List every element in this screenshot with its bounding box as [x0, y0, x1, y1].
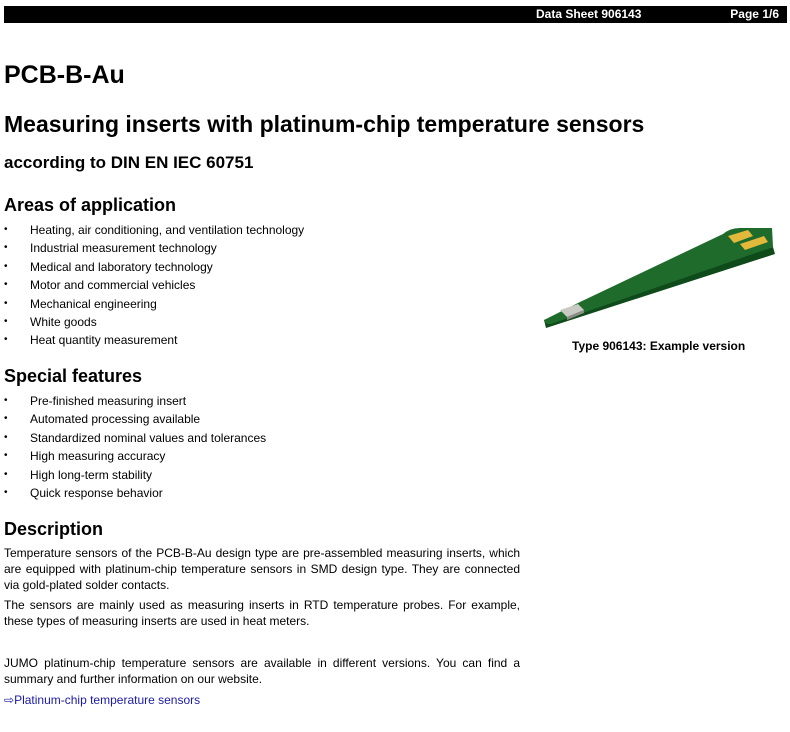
arrow-right-icon: ⇨	[4, 693, 15, 707]
list-item: • Heating, air conditioning, and ventilation technology	[4, 221, 304, 239]
features-list	[4, 392, 266, 502]
figure-caption: Type 906143: Example version	[572, 339, 746, 353]
application-list	[4, 221, 304, 350]
features-heading: Special features	[4, 366, 143, 386]
datasheet-number: Data Sheet 906143	[536, 7, 642, 21]
description-heading: Description	[4, 519, 104, 539]
list-item: • Heat quantity measurement	[4, 331, 304, 349]
standard-reference: according to DIN EN IEC 60751	[4, 153, 254, 172]
list-item: • Quick response behavior	[4, 484, 266, 502]
list-item: • Medical and laboratory technology	[4, 258, 304, 276]
list-item: • Industrial measurement technology	[4, 239, 304, 257]
application-heading: Areas of application	[4, 195, 177, 215]
platinum-chip-link[interactable]	[4, 693, 200, 707]
description-paragraph: The sensors are mainly used as measuring inserts in RTD temperature probes. For example, these types of measuring inserts are used in heat meters.	[4, 598, 520, 628]
description-paragraph: JUMO platinum-chip temperature sensors are available in different versions. You can find a summary and further information on our website.	[4, 656, 520, 686]
description-paragraph: Temperature sensors of the PCB-B-Au design type are pre-assembled measuring inserts, which are equipped with platinum-chip temperature sensors in SMD design type. They are connected via gold-plated solder contacts.	[4, 546, 520, 592]
list-item: • Mechanical engineering	[4, 295, 304, 313]
header-bar	[4, 6, 787, 23]
list-item: • High measuring accuracy	[4, 447, 266, 465]
list-item: • High long-term stability	[4, 466, 266, 484]
sensor-image	[540, 222, 780, 337]
list-item: • Standardized nominal values and tolerances	[4, 429, 266, 447]
product-title: PCB-B-Au	[4, 61, 125, 89]
product-subtitle: Measuring inserts with platinum-chip temperature sensors	[4, 111, 645, 137]
list-item: • White goods	[4, 313, 304, 331]
list-item: • Automated processing available	[4, 410, 266, 428]
board-side	[544, 247, 775, 328]
list-item: • Motor and commercial vehicles	[4, 276, 304, 294]
list-item: • Pre-finished measuring insert	[4, 392, 266, 410]
link-label: Platinum-chip temperature sensors	[14, 693, 201, 707]
page-indicator: Page 1/6	[730, 7, 779, 21]
